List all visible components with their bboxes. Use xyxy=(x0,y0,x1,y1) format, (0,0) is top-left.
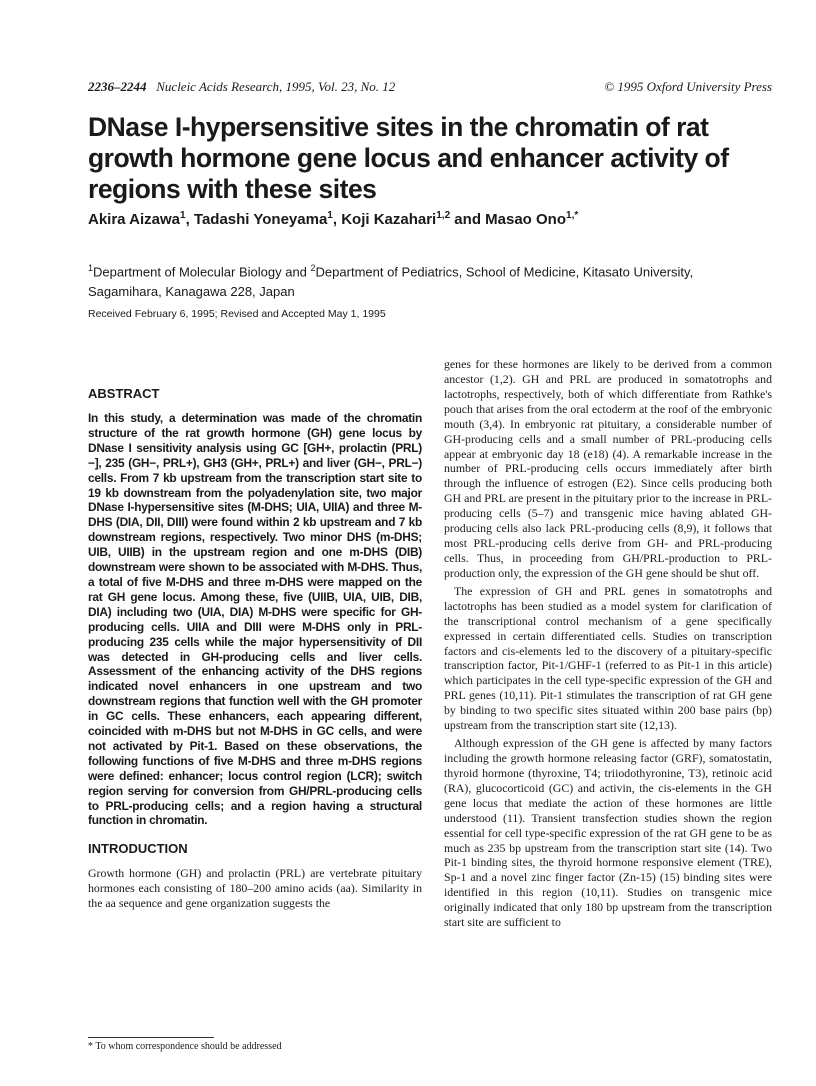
author-affil-sup: 1,* xyxy=(566,210,579,221)
correspondence-footnote: * To whom correspondence should be addressed xyxy=(88,1041,282,1052)
right-column xyxy=(444,357,772,930)
author-affil-sup: 1 xyxy=(327,210,333,221)
affiliation: $^1$Department of Molecular Biology and $^2$Department of Pediatrics, School of Medicine, Kitasato University, Sagamihara, Kanagawa 228, Japan xyxy=(88,263,694,300)
author-name: Akira Aizawa xyxy=(88,211,180,228)
running-header xyxy=(88,79,772,95)
left-column xyxy=(88,386,422,911)
page-range: 2236–2244 xyxy=(88,79,147,94)
journal-citation: Nucleic Acids Research, 1995, Vol. 23, No. 12 xyxy=(156,79,396,94)
intro-paragraph: genes for these hormones are likely to be derived from a common ancestor (1,2). GH and PRL are produced in somatotrophs and lactotrophs, respectively, both of which differentiate from Rathke's pouch that arises from the oral ectoderm at the roof of the embryonic mouth (3,4). In embryonic rat pituitary, a considerable number of GH-producing cells and a small number of PRL-producing cells appear at embryonic day 18 (e18) (4). A remarkable increase in the number of PRL-producing cells occurs immediately after birth through the influence of estrogen (E2). Since cells producing both GH and PRL are present in the pituitary prior to the increase in PRL-producing cells (5–7) and transgenic mice having ablated GH-producing cells also lack PRL-producing cells (8,9), it follows that most PRL-producing cells derive from GH- and PRL-producing cells. Thus, in proceeding from GH/PRL-production to PRL-production only, the expression of the GH gene should be shut off. xyxy=(444,357,772,580)
author-name: Masao Ono xyxy=(485,211,567,228)
footnote-rule xyxy=(88,1037,214,1038)
author-name: Koji Kazahari xyxy=(341,211,437,228)
author-affil-sup: 1 xyxy=(180,210,186,221)
introduction-heading: INTRODUCTION xyxy=(88,841,188,857)
intro-paragraph: The expression of GH and PRL genes in somatotrophs and lactotrophs has been studied as a model system for clarification of the transcriptional control mechanism of a gene specifically expressed in certain differentiated cells. Studies on transcription factors and cis-elements led to the discovery of a pituitary-specific transcription factor, Pit-1/GHF-1 (referred to as Pit-1 in this article) which participates in the cell type-specific expression of the GH and PRL genes (10,11). Pit-1 stimulates the transcription of rat GH gene by binding to two specific sites situated within 200 base pairs (bp) upstream from the transcription start site (12,13). xyxy=(444,583,772,733)
abstract-text: In this study, a determination was made of the chromatin structure of the rat growth hormone (GH) gene locus by DNase I sensitivity analysis using GC [GH+, prolactin (PRL)−], 235 (GH−, PRL+), GH3 (GH+, PRL+) and liver (GH−, PRL−) cells. From 7 kb upstream from the transcription start site to 19 kb downstream from the polyadenylation site, two major DNase I-hypersensitive sites (M-DHS; UIA, UIIA) and three M-DHS (DIA, DII, DIII) were found within 2 kb upstream and 7 kb downstream regions, respectively. Two minor DHS (m-DHS; UIB, UIIB) in the upstream region and one m-DHS (DIB) downstream were shown to be associated with M-DHS. Thus, a total of five M-DHS and three m-DHS were mapped on the rat GH gene locus. Among these, five (UIIB, UIA, UIB, DIB, DIA) including two (UIA, DIA) M-DHS were specific for GH-producing cells. UIIA and DIII were M-DHS only in PRL-producing 235 cells while the major hypersensitivity of DII was detected in GH-producing cells and liver cells. Assessment of the enhancing activity of the DHS regions indicated novel enhancers in one upstream and two downstream regions that function well with the GH promoter in GC cells. These enhancers, each appearing different, coincided with m-DHS but not M-DHS in GC cells, and were not activated by Pit-1. Based on these observations, the following functions of five M-DHS and three m-DHS regions were defined: enhancer; locus control region (LCR); switch region serving for conversion from GH/PRL-producing cells to PRL-producing cells; and a region having a structural function in chromatin. xyxy=(88,411,422,828)
intro-paragraph: Growth hormone (GH) and prolactin (PRL) are vertebrate pituitary hormones each consisting of 180–200 amino acids (aa). Similarity in the aa sequence and gene organization suggests the xyxy=(88,866,422,911)
author-list: Akira Aizawa$^1$, Tadashi Yoneyama$^1$, Koji Kazahari$^{1,2}$ and Masao Ono$^{1,*}$ xyxy=(88,210,579,228)
author-name: Tadashi Yoneyama xyxy=(193,211,328,228)
received-dates: Received February 6, 1995; Revised and Accepted May 1, 1995 xyxy=(88,308,386,320)
intro-paragraph: Although expression of the GH gene is affected by many factors including the growth hormone releasing factor (GRF), somatostatin, thyroid hormone (thyroxine, T4; triiodothyronine, T3), retinoic acid (RA), glucocorticoid (GC) and activin, the cis-elements in the GH gene locus that mediate the action of these hormones are little understood (11). Transient transfection studies shown the region essential for cell type-specific expression of the rat GH gene to be as much as 235 bp upstream from the transcription start site (14). Two Pit-1 binding sites, the thyroid hormone responsive element (TRE), Sp-1 and a novel zinc finger factor (Zn-15) (15) binding sites were identified in this region (10,11). Studies on transgenic mice originally indicated that only 180 bp upstream from the transcription start site are sufficient to xyxy=(444,736,772,930)
author-affil-sup: 1,2 xyxy=(436,210,451,221)
article-title: DNase I-hypersensitive sites in the chromatin of rat growth hormone gene locus and enhancer activity of regions with these sites xyxy=(88,112,729,204)
copyright-notice: © 1995 Oxford University Press xyxy=(604,79,772,94)
abstract-heading: ABSTRACT xyxy=(88,386,160,401)
